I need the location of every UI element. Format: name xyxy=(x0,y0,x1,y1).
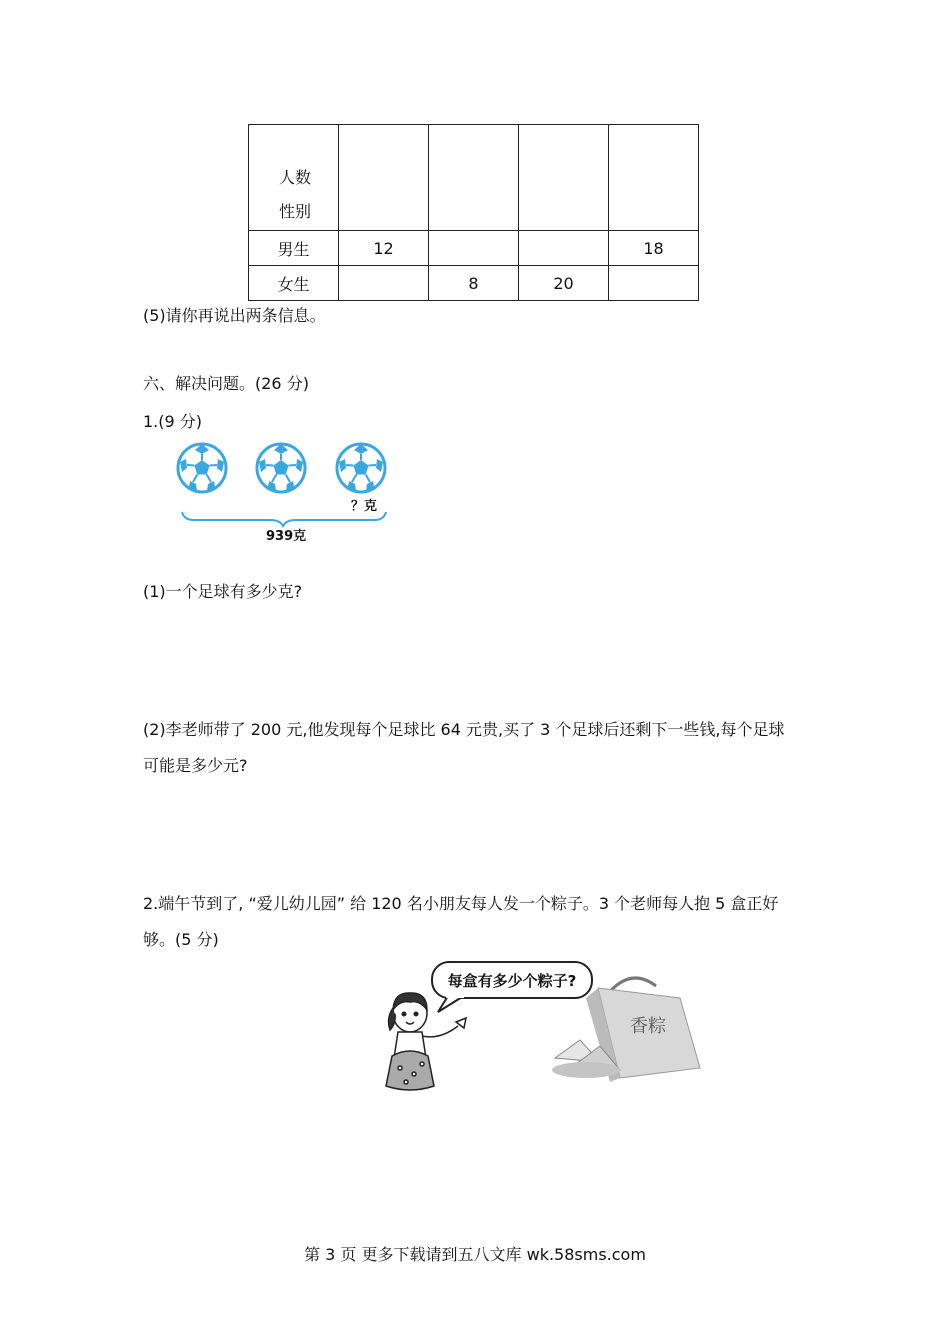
table-row xyxy=(249,266,699,301)
q2-line2: 够。(5 分) xyxy=(143,930,219,949)
table-cell: 18 xyxy=(609,231,699,266)
bubble-text: 每盒有多少个粽子? xyxy=(447,972,577,990)
box-label: 香粽 xyxy=(630,1016,666,1037)
table-cell xyxy=(429,231,519,266)
table-cell: 12 xyxy=(339,231,429,266)
table-cell xyxy=(429,125,519,231)
table-cell xyxy=(609,266,699,301)
table-cell xyxy=(339,266,429,301)
q1-sub2 xyxy=(143,712,823,784)
table-cell xyxy=(339,125,429,231)
q1-sub2-line2: 可能是多少元? xyxy=(143,756,248,775)
speech-bubble xyxy=(432,962,592,1012)
ball-weight-label: ？克 xyxy=(351,499,378,514)
q1-title: 1.(9 分) xyxy=(143,412,203,431)
q1-sub1: (1)一个足球有多少克? xyxy=(143,582,303,601)
page-footer: 第 3 页 更多下载请到五八文库 wk.58sms.com xyxy=(304,1245,646,1264)
header-top-label: 人数 xyxy=(279,168,312,187)
question-2 xyxy=(143,886,833,958)
table-corner-cell xyxy=(249,125,339,231)
table-cell xyxy=(609,125,699,231)
data-table xyxy=(248,124,699,301)
header-bottom-label: 性别 xyxy=(279,202,312,221)
row-label: 男生 xyxy=(249,231,339,266)
row-label: 女生 xyxy=(249,266,339,301)
soccer-balls-figure xyxy=(170,436,400,548)
table-row xyxy=(249,231,699,266)
soccer-ball-icon xyxy=(178,444,226,492)
soccer-ball-icon xyxy=(337,444,385,492)
q1-sub2-line1: (2)李老师带了 200 元,他发现每个足球比 64 元贵,买了 3 个足球后还剩下一些钱,每个足球 xyxy=(143,720,785,739)
zongzi-illustration xyxy=(380,958,710,1098)
q2-line1: 2.端午节到了, “爱儿幼儿园” 给 120 名小朋友每人发一个粽子。3 个老师每人抱 5 盒正好 xyxy=(143,894,779,913)
section-title: 六、解决问题。(26 分) xyxy=(143,374,309,393)
table-cell xyxy=(519,231,609,266)
table-cell: 20 xyxy=(519,266,609,301)
girl-icon xyxy=(386,993,466,1090)
table-header-row xyxy=(249,125,699,231)
total-weight-label: 939克 xyxy=(266,529,307,544)
table-cell: 8 xyxy=(429,266,519,301)
question-5: (5)请你再说出两条信息。 xyxy=(143,306,326,325)
soccer-ball-icon xyxy=(257,444,305,492)
table-cell xyxy=(519,125,609,231)
